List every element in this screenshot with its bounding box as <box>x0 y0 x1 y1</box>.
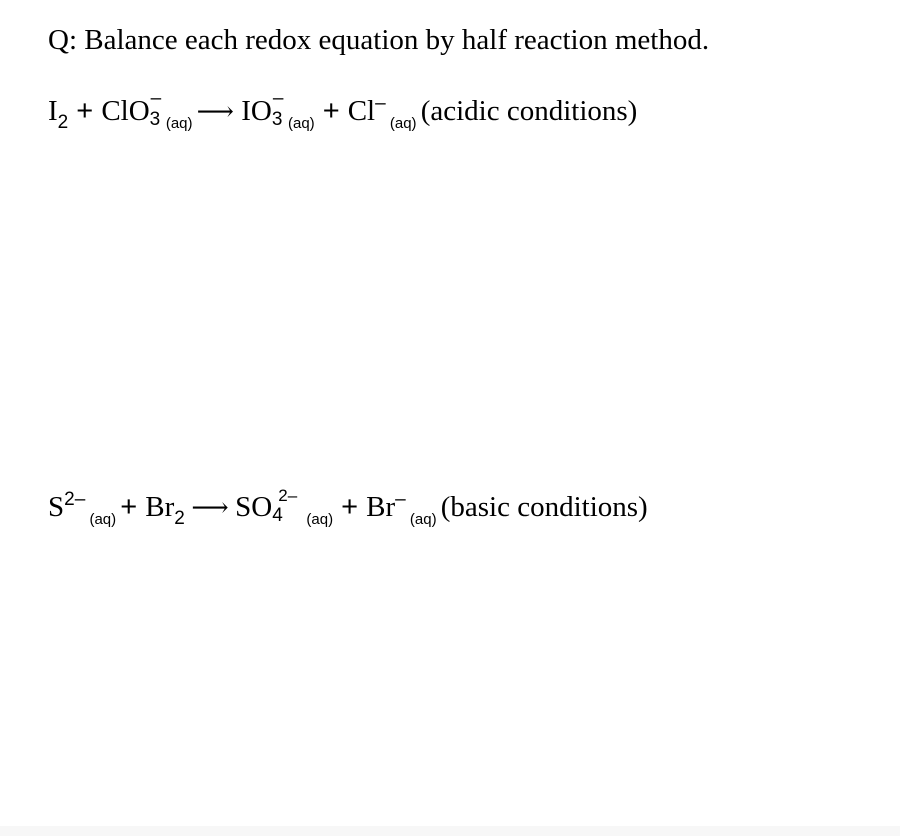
plus-sign: + <box>120 491 146 523</box>
conditions-label: (basic conditions) <box>440 491 648 523</box>
reactant-iodine: I <box>48 95 58 127</box>
bromide-charge: – <box>395 489 406 510</box>
chlorate-subscript: 3 <box>149 109 161 130</box>
chloride-charge: – <box>375 93 386 114</box>
chlorate-charge: – <box>150 88 162 109</box>
plus-sign: + <box>314 95 348 127</box>
state-aq: (aq) <box>85 511 121 528</box>
iodate-sub-sup <box>271 88 284 130</box>
state-aq: (aq) <box>161 115 197 132</box>
state-aq: (aq) <box>302 511 334 528</box>
reaction-arrow: ⟶ <box>196 97 234 126</box>
product-chloride: Cl <box>347 95 376 127</box>
product-iodate: IO <box>233 95 272 127</box>
product-sulfate: SO <box>235 491 273 523</box>
state-aq: (aq) <box>385 115 421 132</box>
sulfate-charge: 2– <box>278 486 298 505</box>
plus-sign: + <box>68 95 102 127</box>
iodate-charge: – <box>272 88 284 109</box>
chlorate-sub-sup <box>149 88 162 130</box>
state-aq: (aq) <box>283 115 315 132</box>
sulfate-subscript: 4 <box>272 505 283 526</box>
sulfate-sub-sup <box>272 486 302 526</box>
equation-acidic <box>48 88 638 134</box>
equation-basic <box>48 486 648 530</box>
question-heading: Q: Balance each redox equation by half reaction method. <box>48 24 710 56</box>
sulfide-charge: 2– <box>64 489 86 510</box>
reaction-arrow: ⟶ <box>184 493 236 522</box>
page-bottom-edge <box>0 826 900 836</box>
conditions-label: (acidic conditions) <box>420 95 638 127</box>
bromine-subscript: 2 <box>174 508 185 529</box>
reactant-iodine-subscript: 2 <box>57 112 69 133</box>
reactant-sulfide: S <box>48 491 65 523</box>
reactant-chlorate: ClO <box>101 95 150 127</box>
plus-sign: + <box>333 491 367 523</box>
iodate-subscript: 3 <box>271 109 283 130</box>
state-aq: (aq) <box>405 511 441 528</box>
product-bromide: Br <box>366 491 396 523</box>
reactant-bromine: Br <box>145 491 175 523</box>
